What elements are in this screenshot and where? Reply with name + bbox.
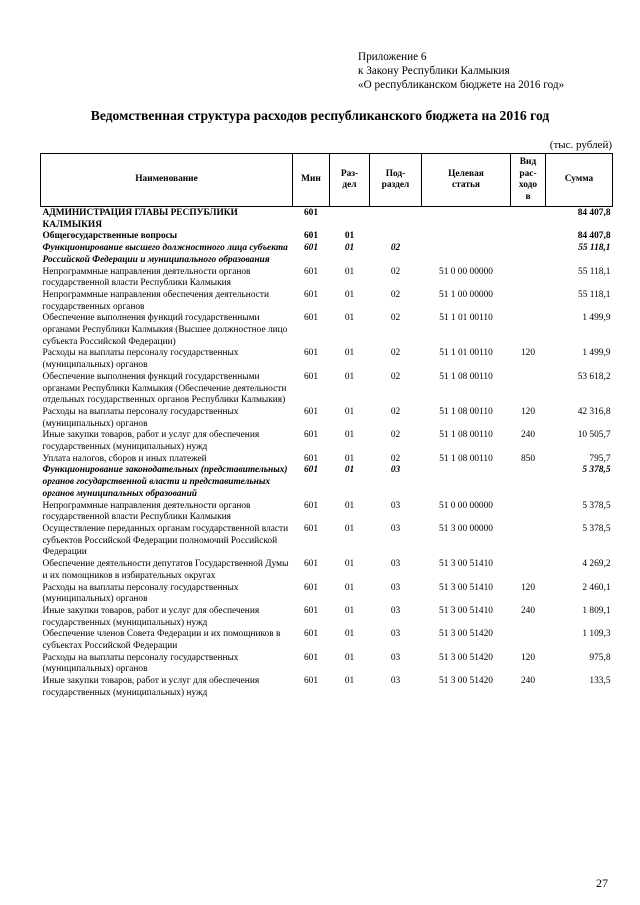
table-row [41,465,613,500]
cell-min: 601 [303,208,319,218]
cell-min: 601 [303,523,319,534]
cell-min: 601 [303,676,319,687]
cell-razdel: 01 [344,523,355,534]
table-row [41,606,613,629]
col-header-razdel: Раз- дел [330,154,370,207]
cell-statya [422,465,511,500]
cell-vid [511,501,546,524]
table-row [41,583,613,606]
cell-razdel: 01 [344,266,355,277]
table-row [41,243,613,266]
cell-name: Расходы на выплаты персоналу государственных (муниципальных) органов [42,406,239,429]
cell-podrazdel: 02 [390,289,401,300]
cell-razdel: 01 [344,629,355,640]
cell-statya: 51 3 00 00000 [439,523,493,534]
cell-statya: 51 3 00 51420 [439,652,493,663]
cell-razdel: 01 [344,313,355,324]
cell-summa: 1 109,3 [582,629,611,640]
cell-name: Иные закупки товаров, работ и услуг для обеспечения государственных (муниципальных) нужд [42,676,260,698]
cell-summa: 55 118,1 [578,266,611,277]
cell-summa: 5 378,5 [582,465,611,476]
cell-vid [511,231,546,243]
cell-razdel: 01 [344,582,355,593]
cell-name: Обеспечение деятельности депутатов Государственной Думы и их помощников в избирательных округах [42,559,289,581]
cell-vid [511,629,546,652]
cell-podrazdel: 02 [390,348,401,359]
budget-table [40,153,613,700]
cell-min: 601 [303,629,319,640]
cell-name: Непрограммные направления деятельности органов государственной власти Республики Калмыкия [42,500,251,523]
table-row [41,454,613,466]
cell-razdel: 01 [344,348,355,359]
table-row [41,559,613,582]
cell-summa: 55 118,1 [578,289,611,300]
cell-summa: 1 499,9 [582,313,611,324]
cell-summa: 84 407,8 [577,231,611,242]
cell-min: 601 [303,289,319,300]
cell-min: 601 [303,559,319,570]
table-row [41,348,613,371]
cell-razdel: 01 [344,371,355,382]
cell-name: Непрограммные направления деятельности органов государственной власти Республики Калмыкия [42,266,251,289]
col-header-statya: Целевая статья [422,154,511,207]
cell-razdel: 01 [344,231,355,242]
cell-razdel: 01 [344,406,355,417]
cell-podrazdel: 03 [390,629,401,640]
cell-vid: 120 [520,406,536,417]
cell-name: Расходы на выплаты персоналу государственных (муниципальных) органов [42,348,239,371]
cell-vid: 120 [520,652,536,663]
cell-min: 601 [303,582,319,593]
cell-razdel: 01 [344,652,355,663]
table-row [41,231,613,243]
cell-vid [511,207,546,232]
cell-podrazdel: 03 [390,652,401,663]
cell-statya [422,231,511,243]
cell-summa: 795,7 [589,453,611,464]
cell-podrazdel: 02 [390,243,401,254]
table-row [41,430,613,453]
cell-name: Уплата налогов, сборов и иных платежей [42,453,207,464]
cell-razdel [330,207,370,232]
cell-min: 601 [303,605,319,616]
appendix-line: к Закону Республики Калмыкия [358,65,510,77]
cell-podrazdel [370,231,422,243]
cell-podrazdel: 03 [390,465,401,476]
cell-min: 601 [303,406,319,417]
cell-statya: 51 1 00 00000 [439,289,493,300]
units-label: (тыс. рублей) [549,139,612,151]
cell-podrazdel: 03 [390,523,401,534]
table-row [41,207,613,232]
table-row [41,267,613,290]
cell-razdel: 01 [344,465,355,476]
cell-podrazdel: 02 [390,430,401,441]
document-title: Ведомственная структура расходов республиканского бюджета на 2016 год [90,108,550,123]
cell-name: Обеспечение выполнения функций государственными органами Республики Калмыкия (Высшее должностное лицо субъекта Российской Федерации) [42,313,288,347]
cell-vid [511,524,546,559]
col-header-min: Мин [293,154,330,207]
table-row [41,501,613,524]
cell-razdel: 01 [344,559,355,570]
cell-summa: 5 378,5 [582,523,611,534]
col-header-vid: Вид рас- ходо в [511,154,546,207]
cell-name: Расходы на выплаты персоналу государственных (муниципальных) органов [42,582,239,605]
table-header-row [41,154,613,207]
cell-summa: 84 407,8 [577,208,611,218]
cell-min: 601 [303,348,319,359]
cell-podrazdel: 03 [390,582,401,593]
cell-razdel: 01 [344,453,355,464]
cell-summa: 5 378,5 [582,500,611,511]
cell-statya [422,243,511,266]
cell-vid [511,313,546,348]
cell-min: 601 [303,430,319,441]
table-row [41,653,613,676]
cell-razdel: 01 [344,289,355,300]
appendix-note [358,50,564,92]
table-row [41,407,613,430]
cell-name: Обеспечение членов Совета Федерации и их помощников в субъектах Российской Федерации [42,629,281,652]
cell-name: АДМИНИСТРАЦИЯ ГЛАВЫ РЕСПУБЛИКИ КАЛМЫКИЯ [42,208,238,230]
cell-summa: 2 460,1 [582,582,611,593]
cell-statya: 51 0 00 00000 [439,500,493,511]
cell-min: 601 [303,465,319,476]
cell-vid [511,372,546,407]
cell-statya: 51 3 00 51420 [439,676,493,687]
cell-vid [511,465,546,500]
cell-vid: 240 [520,430,536,441]
cell-razdel: 01 [344,676,355,687]
cell-min: 601 [303,266,319,277]
cell-statya [422,207,511,232]
col-header-name: Наименование [41,154,293,207]
cell-summa: 1 499,9 [582,348,611,359]
cell-razdel: 01 [344,605,355,616]
cell-podrazdel: 02 [390,266,401,277]
cell-podrazdel: 03 [390,676,401,687]
cell-vid [511,290,546,313]
cell-statya: 51 3 00 51410 [439,605,493,616]
col-header-podrazdel: Под- раздел [370,154,422,207]
cell-vid: 240 [520,676,536,687]
cell-summa: 55 118,1 [578,243,611,254]
cell-summa: 133,5 [589,676,611,687]
cell-vid [511,267,546,290]
cell-min: 601 [303,313,319,324]
cell-min: 601 [303,231,319,242]
table-row [41,629,613,652]
cell-statya: 51 1 08 00110 [439,453,493,464]
cell-summa: 975,8 [589,652,611,663]
cell-statya: 51 1 01 00110 [439,313,493,324]
cell-vid: 850 [520,453,536,464]
cell-statya: 51 1 01 00110 [439,348,493,359]
cell-summa: 53 618,2 [577,371,611,382]
table-row [41,313,613,348]
cell-min: 601 [303,371,319,382]
cell-min: 601 [303,453,319,464]
cell-name: Непрограммные направления обеспечения деятельности государственных органов [42,289,270,312]
col-header-summa: Сумма [546,154,613,207]
cell-statya: 51 3 00 51420 [439,629,493,640]
cell-podrazdel: 03 [390,500,401,511]
cell-min: 601 [303,243,319,254]
cell-vid: 240 [520,605,536,616]
cell-podrazdel: 02 [390,313,401,324]
cell-name: Иные закупки товаров, работ и услуг для обеспечения государственных (муниципальных) нужд [42,605,260,628]
cell-min: 601 [303,500,319,511]
cell-vid: 120 [520,348,536,359]
table-row [41,524,613,559]
page-number: 27 [596,876,608,890]
cell-podrazdel: 02 [390,371,401,382]
cell-vid [511,243,546,266]
cell-name: Обеспечение выполнения функций государственными органами Республики Калмыкия (Обеспечение деятельности отдельных государственных органов Республики Калмыкия) [42,371,287,406]
cell-name: Расходы на выплаты персоналу государственных (муниципальных) органов [42,652,239,675]
cell-summa: 10 505,7 [577,430,611,441]
cell-podrazdel: 02 [390,453,401,464]
cell-name: Общегосударственные вопросы [42,231,178,242]
cell-vid: 120 [520,582,536,593]
cell-name: Функционирование законодательных (представительных) органов государственной власти и представительных органов муниципальных образований [42,465,288,499]
cell-summa: 4 269,2 [582,559,611,570]
cell-summa: 1 809,1 [582,605,611,616]
cell-statya: 51 3 00 51410 [439,582,493,593]
cell-statya: 51 0 00 00000 [439,266,493,277]
cell-name: Иные закупки товаров, работ и услуг для обеспечения государственных (муниципальных) нужд [42,430,260,453]
table-row [41,372,613,407]
appendix-line: «О республиканском бюджете на 2016 год» [358,79,565,91]
table-row [41,676,613,699]
cell-statya: 51 3 00 51410 [439,559,493,570]
cell-razdel: 01 [344,500,355,511]
cell-podrazdel: 03 [390,559,401,570]
cell-name: Осуществление переданных органам государственной власти субъектов Российской Федерации полномочий Российской Федерации [42,523,289,558]
appendix-line: Приложение 6 [358,51,427,63]
cell-statya: 51 1 08 00110 [439,406,493,417]
cell-razdel: 01 [344,430,355,441]
cell-summa: 42 316,8 [577,406,611,417]
cell-name: Функционирование высшего должностного лица субъекта Российской Федерации и муниципального образования [42,243,288,265]
cell-statya: 51 1 08 00110 [439,371,493,382]
cell-statya: 51 1 08 00110 [439,430,493,441]
cell-podrazdel [370,207,422,232]
cell-podrazdel: 03 [390,605,401,616]
cell-min: 601 [303,652,319,663]
cell-razdel: 01 [344,243,355,254]
cell-vid [511,559,546,582]
table-row [41,290,613,313]
cell-podrazdel: 02 [390,406,401,417]
